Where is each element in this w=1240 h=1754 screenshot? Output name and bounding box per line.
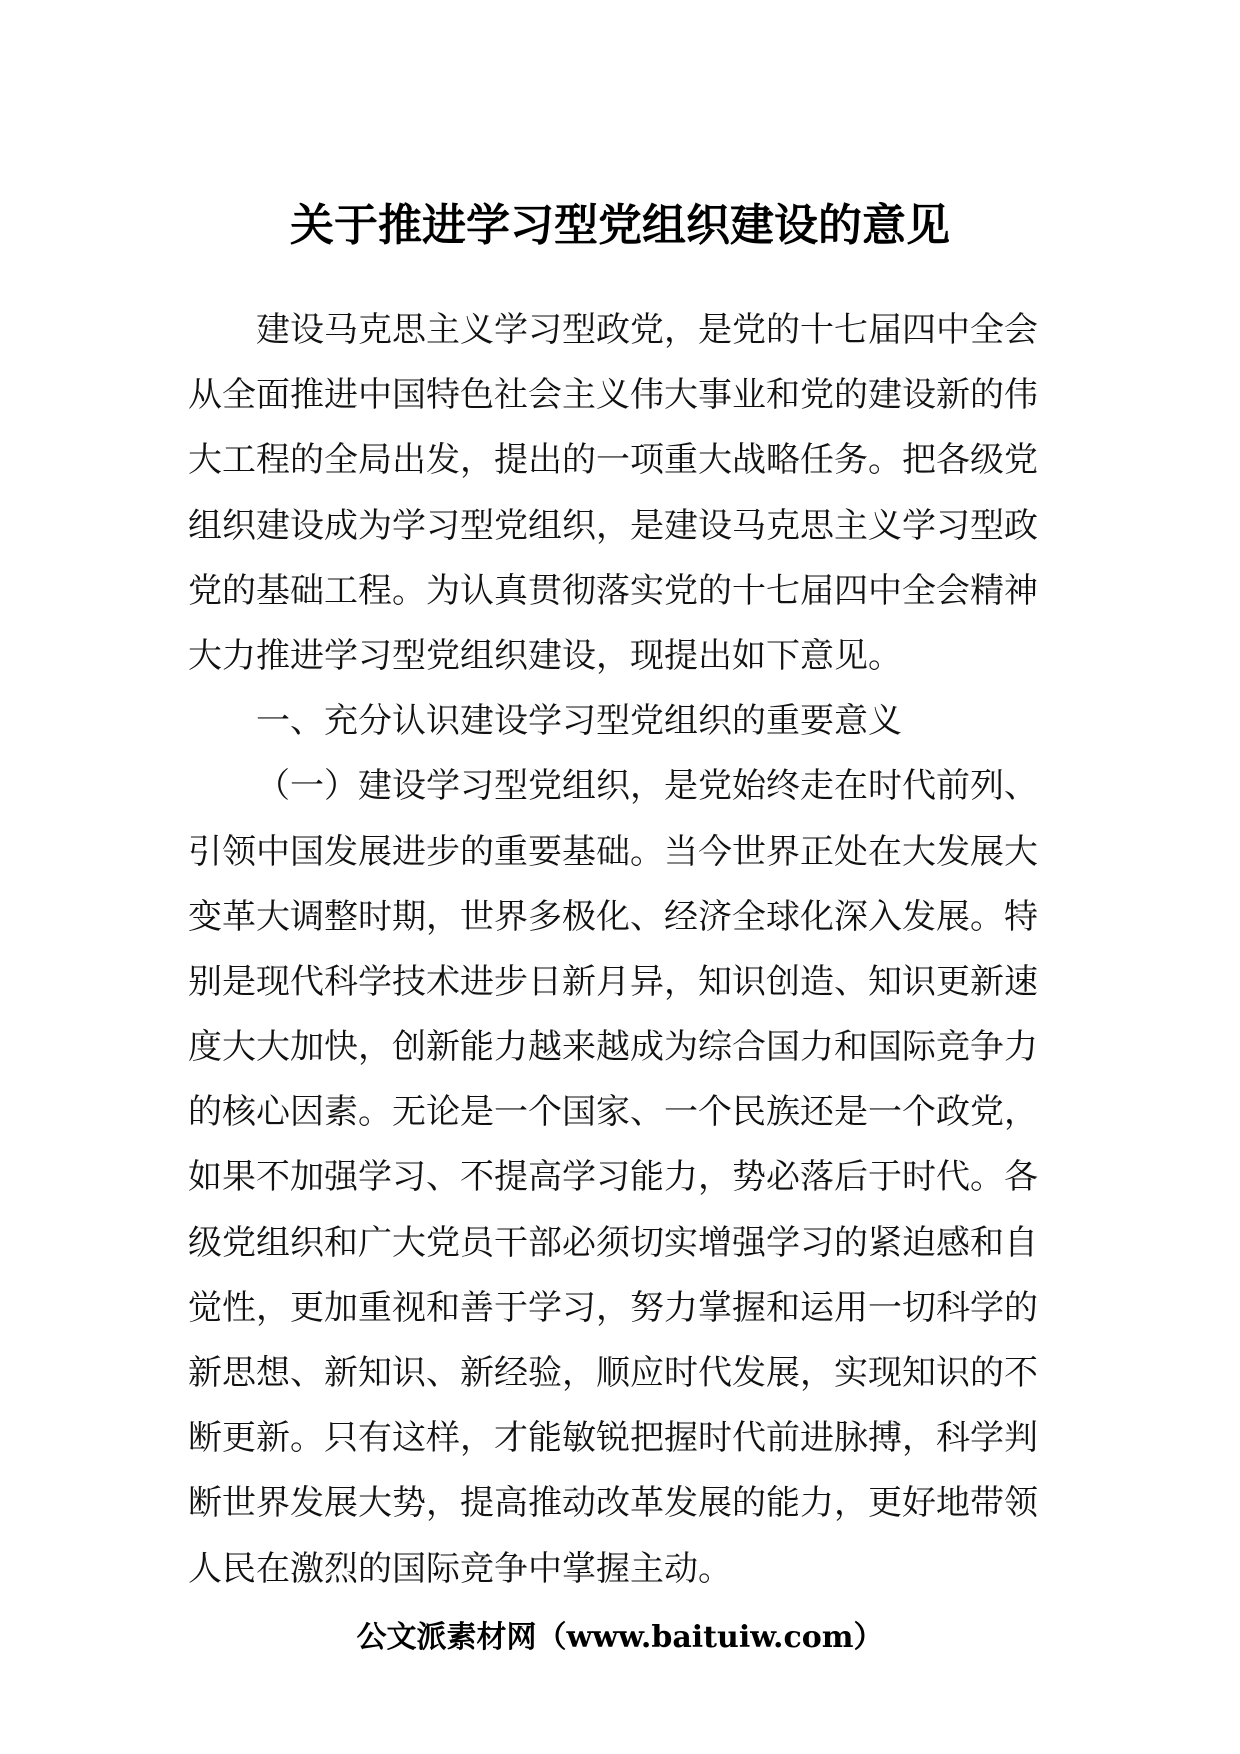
paragraph-line: 的核心因素。无论是一个国家、一个民族还是一个政党， <box>188 1092 1038 1133</box>
paragraph-line: 组织建设成为学习型党组织，是建设马克思主义学习型政 <box>188 505 1038 546</box>
section-heading: 一、充分认识建设学习型党组织的重要意义 <box>256 701 902 742</box>
paragraph-line: 引领中国发展进步的重要基础。当今世界正处在大发展大 <box>188 831 1038 872</box>
paragraph-line: 新思想、新知识、新经验，顺应时代发展，实现知识的不 <box>188 1353 1038 1393</box>
document-body <box>188 298 1056 1602</box>
paragraph-line: 断更新。只有这样，才能敏锐把握时代前进脉搏，科学判 <box>188 1418 1038 1459</box>
paragraph-line: 大力推进学习型党组织建设，现提出如下意见。 <box>188 635 902 676</box>
paragraph-line: 度大大加快，创新能力越来越成为综合国力和国际竞争力 <box>188 1027 1038 1068</box>
paragraph-line: 级党组织和广大党员干部必须切实增强学习的紧迫感和自 <box>188 1222 1038 1263</box>
paragraph-line: 党的基础工程。为认真贯彻落实党的十七届四中全会精神 <box>188 570 1038 611</box>
paragraph-line: 断世界发展大势，提高推动改革发展的能力，更好地带领 <box>188 1483 1038 1524</box>
paragraph-line: （一）建设学习型党组织，是党始终走在时代前列、 <box>256 766 1038 807</box>
paragraph-line: 如果不加强学习、不提高学习能力，势必落后于时代。各 <box>188 1157 1038 1198</box>
footer-source: 公文派素材网（www.baituiw.com） <box>356 1620 884 1655</box>
paragraph-line: 人民在激烈的国际竞争中掌握主动。 <box>188 1548 732 1589</box>
paragraph-line: 建设马克思主义学习型政党，是党的十七届四中全会 <box>256 310 1038 350</box>
paragraph-line: 别是现代科学技术进步日新月异，知识创造、知识更新速 <box>188 961 1038 1002</box>
document-title: 关于推进学习型党组织建设的意见 <box>290 200 950 251</box>
paragraph-line: 大工程的全局出发，提出的一项重大战略任务。把各级党 <box>188 440 1038 481</box>
paragraph-line: 觉性，更加重视和善于学习，努力掌握和运用一切科学的 <box>188 1287 1038 1328</box>
paragraph-line: 从全面推进中国特色社会主义伟大事业和党的建设新的伟 <box>188 375 1038 416</box>
paragraph-line: 变革大调整时期，世界多极化、经济全球化深入发展。特 <box>188 896 1038 937</box>
